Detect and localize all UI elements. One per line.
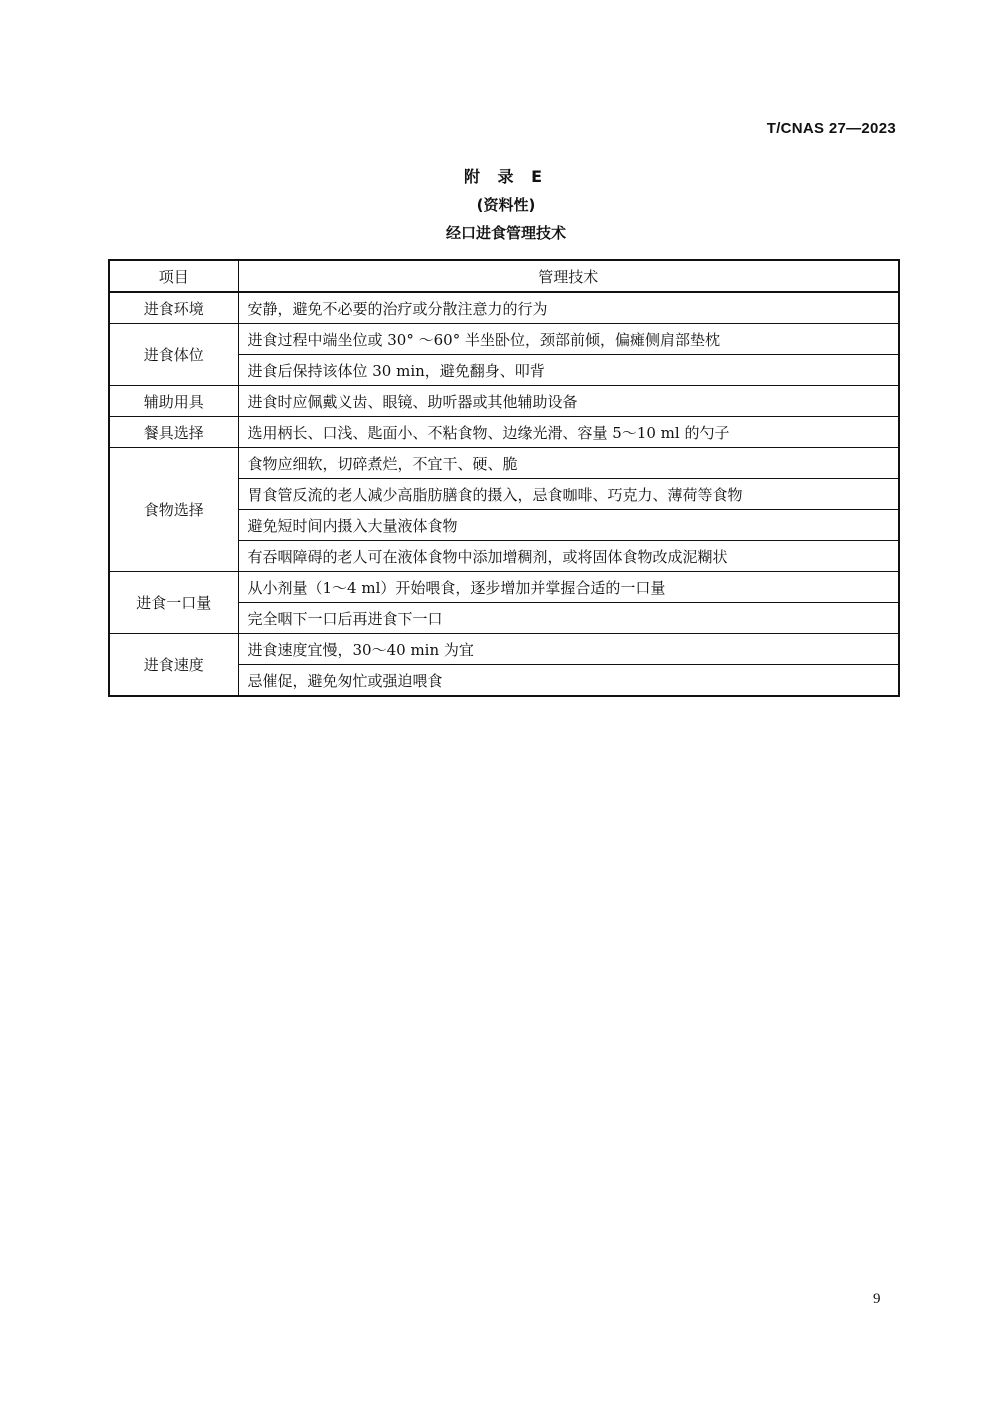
- table-row: [109, 386, 899, 417]
- management-table-container: [108, 259, 898, 697]
- item-cell: 进食一口量: [109, 572, 238, 634]
- appendix-type: (资料性): [476, 196, 536, 214]
- item-cell: 进食体位: [109, 324, 238, 386]
- technique-cell: 进食时应佩戴义齿、眼镜、助听器或其他辅助设备: [238, 386, 899, 417]
- document-code: T/CNAS 27—2023: [766, 120, 896, 137]
- technique-cell: 进食后保持该体位 30 min，避免翻身、叩背: [238, 355, 899, 386]
- technique-cell: 从小剂量（1～4 ml）开始喂食，逐步增加并掌握合适的一口量: [238, 572, 899, 603]
- technique-cell: 进食过程中端坐位或 30° ～60° 半坐卧位，颈部前倾，偏瘫侧肩部垫枕: [238, 324, 899, 355]
- technique-cell: 完全咽下一口后再进食下一口: [238, 603, 899, 634]
- table-title: 经口进食管理技术: [445, 224, 566, 242]
- technique-cell: 进食速度宜慢，30～40 min 为宜: [238, 634, 899, 665]
- table-row: [109, 634, 899, 665]
- appendix-label: 附 录 E: [463, 167, 549, 186]
- table-row: [109, 572, 899, 603]
- technique-cell: 忌催促，避免匆忙或强迫喂食: [238, 665, 899, 697]
- column-header-item: 项目: [109, 260, 238, 292]
- technique-cell: 食物应细软，切碎煮烂，不宜干、硬、脆: [238, 448, 899, 479]
- technique-cell: 选用柄长、口浅、匙面小、不粘食物、边缘光滑、容量 5～10 ml 的勺子: [238, 417, 899, 448]
- technique-cell: 有吞咽障碍的老人可在液体食物中添加增稠剂，或将固体食物改成泥糊状: [238, 541, 899, 572]
- item-cell: 辅助用具: [109, 386, 238, 417]
- item-cell: 进食速度: [109, 634, 238, 697]
- technique-cell: 胃食管反流的老人减少高脂肪膳食的摄入，忌食咖啡、巧克力、薄荷等食物: [238, 479, 899, 510]
- item-cell: 餐具选择: [109, 417, 238, 448]
- technique-cell: 避免短时间内摄入大量液体食物: [238, 510, 899, 541]
- item-cell: 进食环境: [109, 292, 238, 324]
- column-header-technique: 管理技术: [238, 260, 899, 292]
- table-header-row: [109, 260, 899, 292]
- table-row: [109, 448, 899, 479]
- appendix-heading: [0, 166, 992, 244]
- table-row: [109, 417, 899, 448]
- management-table: [108, 259, 900, 697]
- page-number: 9: [873, 1291, 881, 1307]
- technique-cell: 安静，避免不必要的治疗或分散注意力的行为: [238, 292, 899, 324]
- item-cell: 食物选择: [109, 448, 238, 572]
- table-row: [109, 292, 899, 324]
- table-row: [109, 324, 899, 355]
